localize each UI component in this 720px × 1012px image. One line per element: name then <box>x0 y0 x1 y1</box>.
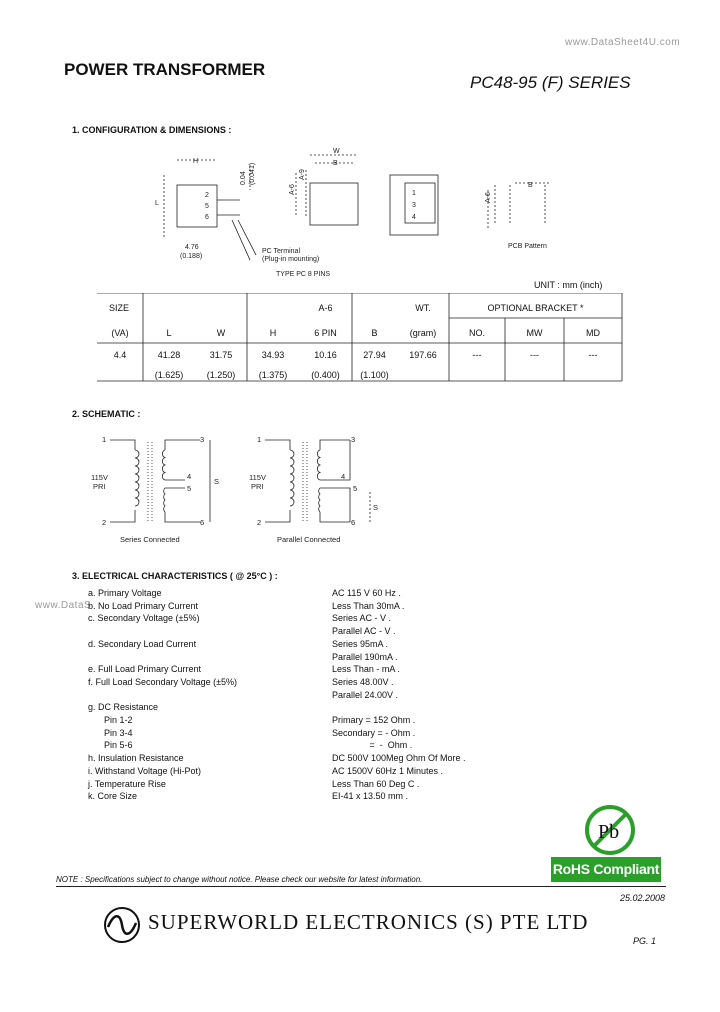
spec-value: DC 500V 100Meg Ohm Of More . <box>332 753 466 764</box>
series-pin-2: 2 <box>102 518 107 527</box>
note-text: NOTE : Specifications subject to change without notice. Please check our website for latest information. <box>56 875 423 884</box>
company-logo-icon <box>102 905 142 945</box>
table-header-cell: (gram) <box>409 327 437 338</box>
spec-label <box>88 625 237 638</box>
series-sec-label: S <box>214 477 220 486</box>
spec-value: Primary = 152 Ohm . <box>332 715 416 726</box>
spec-value: Series AC - V . <box>332 613 392 624</box>
spec-label <box>88 689 237 702</box>
header-optional-bracket: OPTIONAL BRACKET * <box>487 302 584 313</box>
spec-value <box>332 701 466 714</box>
pin-label-5: 5 <box>205 203 209 210</box>
table-cell <box>505 365 564 385</box>
dim-tab-label: 0.04 <box>240 171 247 185</box>
table-cell: --- <box>472 350 482 360</box>
table-cell: 4.4 <box>113 350 127 360</box>
table-header-cell: 6 PIN <box>314 327 337 338</box>
spec-label: g. DC Resistance <box>88 702 159 713</box>
table-cell <box>449 365 505 385</box>
dimensions-table <box>97 295 622 385</box>
spec-label: e. Full Load Primary Current <box>88 664 202 675</box>
table-cell: 27.94 <box>363 350 386 360</box>
table-header-cell: NO. <box>468 327 485 338</box>
rohs-badge: RoHS Compliant <box>551 857 661 882</box>
series-pin-6: 6 <box>200 518 205 527</box>
parallel-pin-6: 6 <box>351 518 356 527</box>
spec-value: AC 1500V 60Hz 1 Minutes . <box>332 765 444 776</box>
spec-label: h. Insulation Resistance <box>88 753 184 764</box>
table-cell: (1.375) <box>258 370 288 380</box>
watermark-side: www.DataS <box>35 600 92 611</box>
section2-heading: 2. SCHEMATIC : <box>72 409 141 419</box>
dim-l-label: L <box>155 200 159 207</box>
series-caption: Series Connected <box>120 535 180 544</box>
series-pri-label: PRI <box>93 482 106 491</box>
spec-label: Pin 5-6 <box>104 740 133 751</box>
spec-value: Parallel 190mA . <box>332 651 398 662</box>
table-header-cell: MW <box>526 327 543 338</box>
spec-label: b. No Load Primary Current <box>88 600 199 611</box>
table-cell: 10.16 <box>314 350 337 360</box>
spec-label <box>88 651 237 664</box>
pin-label-4: 4 <box>412 214 416 221</box>
table-cell: (1.250) <box>206 370 236 380</box>
pin-label-6: 6 <box>205 214 209 221</box>
spec-value: Less Than 60 Deg C . <box>332 778 420 789</box>
watermark-top: www.DataSheet4U.com <box>565 37 681 48</box>
table-cell <box>97 365 143 385</box>
series-pin-3: 3 <box>200 435 205 444</box>
table-row <box>97 365 622 385</box>
dimension-drawing <box>150 145 580 285</box>
type-label: TYPE PC 8 PINS <box>276 271 331 278</box>
spec-value: Parallel 24.00V . <box>332 689 399 700</box>
series-pin-4: 4 <box>187 472 192 481</box>
spec-value: Series 48.00V . <box>332 676 394 687</box>
table-header-cell: L <box>166 327 172 338</box>
table-cell <box>397 365 449 385</box>
pcb-pattern-label: PCB Pattern <box>508 243 547 250</box>
table-cell: 34.93 <box>261 350 285 360</box>
parallel-pri-label: PRI <box>251 482 264 491</box>
page-title: POWER TRANSFORMER <box>64 60 266 79</box>
table-cell: --- <box>588 350 598 360</box>
header-a6: A-6 <box>318 302 333 313</box>
table-header-row <box>97 320 622 345</box>
company-name: SUPERWORLD ELECTRONICS (S) PTE LTD <box>148 910 589 934</box>
table-cell: 197.66 <box>409 350 437 360</box>
table-cell: --- <box>530 350 539 360</box>
parallel-pin-5: 5 <box>353 484 358 493</box>
date-label: 25.02.2008 <box>620 893 666 903</box>
header-wt: WT. <box>415 302 431 313</box>
spec-label: j. Temperature Rise <box>88 778 166 789</box>
spec-label: c. Secondary Voltage (±5%) <box>88 613 200 624</box>
table-header-cell: W <box>216 327 226 338</box>
spec-label: a. Primary Voltage <box>88 588 162 598</box>
dim-tab-inch-label: (0.041) <box>249 162 256 185</box>
table-header-cell: H <box>269 327 277 338</box>
dim-pin-inch-label: (0.188) <box>180 253 203 260</box>
dim-a6-label: A-6 <box>289 184 296 195</box>
parallel-sec-label: S <box>373 503 379 512</box>
spec-label: f. Full Load Secondary Voltage (±5%) <box>88 676 238 687</box>
spec-label: i. Withstand Voltage (Hi-Pot) <box>88 765 202 776</box>
pb-free-icon <box>584 804 636 856</box>
series-title: PC48-95 (F) SERIES <box>470 73 631 92</box>
parallel-pin-1: 1 <box>257 435 262 444</box>
spec-label: Pin 1-2 <box>104 715 133 726</box>
spec-label: d. Secondary Load Current <box>88 638 197 649</box>
divider <box>56 886 666 887</box>
spec-value: Parallel AC - V . <box>332 626 396 637</box>
table-cell: (1.625) <box>154 370 184 380</box>
spec-value: Series 95mA . <box>332 638 389 649</box>
table-cell: 31.75 <box>209 350 233 360</box>
spec-value: EI-41 x 13.50 mm . <box>332 791 409 802</box>
spec-value: Less Than 30mA . <box>332 600 405 611</box>
parallel-caption: Parallel Connected <box>277 535 341 544</box>
schematic-diagram <box>85 430 395 550</box>
pin-label-2: 2 <box>205 192 209 199</box>
parallel-pin-3: 3 <box>351 435 356 444</box>
parallel-pin-2: 2 <box>257 518 262 527</box>
section3-heading: 3. ELECTRICAL CHARACTERISTICS ( @ 25°C ) : <box>72 571 278 581</box>
series-voltage-label: 115V <box>91 473 108 482</box>
spec-value: = - Ohm . <box>332 740 413 751</box>
characteristics-labels <box>88 587 237 803</box>
header-size: SIZE <box>109 302 130 313</box>
table-cell: (0.400) <box>311 370 340 380</box>
pcb-b-label: B <box>528 182 533 189</box>
parallel-pin-4: 4 <box>341 472 346 481</box>
spec-value: AC 115 V 60 Hz . <box>332 588 401 598</box>
section1-heading: 1. CONFIGURATION & DIMENSIONS : <box>72 125 232 135</box>
table-row <box>97 345 622 365</box>
spec-label: k. Core Size <box>88 791 138 802</box>
dim-h-label: H <box>193 158 199 165</box>
spec-value: Less Than - mA . <box>332 664 400 675</box>
table-header-cell: B <box>371 327 378 338</box>
table-cell <box>564 365 622 385</box>
table-cell: 41.28 <box>157 350 181 360</box>
spec-value: Secondary = - Ohm . <box>332 727 416 738</box>
dim-w-label: W <box>333 148 340 155</box>
page-number: PG. 1 <box>633 936 657 946</box>
table-header-cell: (VA) <box>111 327 129 338</box>
pin-label-3: 3 <box>412 202 416 209</box>
table-header-cell: MD <box>586 327 600 338</box>
pin-label-1: 1 <box>412 190 416 197</box>
pb-text: Pb <box>598 821 620 843</box>
unit-label: UNIT : mm (inch) <box>534 280 603 290</box>
spec-label: Pin 3-4 <box>104 727 133 738</box>
characteristics-values <box>332 587 466 803</box>
pc-terminal-label: PC Terminal <box>262 248 300 255</box>
dim-b-label: B <box>333 160 338 167</box>
pcb-a6-label: A-6 <box>485 192 492 203</box>
dim-pin-label: 4.76 <box>185 244 199 251</box>
series-pin-1: 1 <box>102 435 107 444</box>
parallel-voltage-label: 115V <box>249 473 266 482</box>
table-cell: (1.100) <box>360 370 389 380</box>
series-pin-5: 5 <box>187 484 192 493</box>
dim-a9-label: A-9 <box>299 169 306 180</box>
plug-in-label: (Plug-in mounting) <box>262 256 320 263</box>
